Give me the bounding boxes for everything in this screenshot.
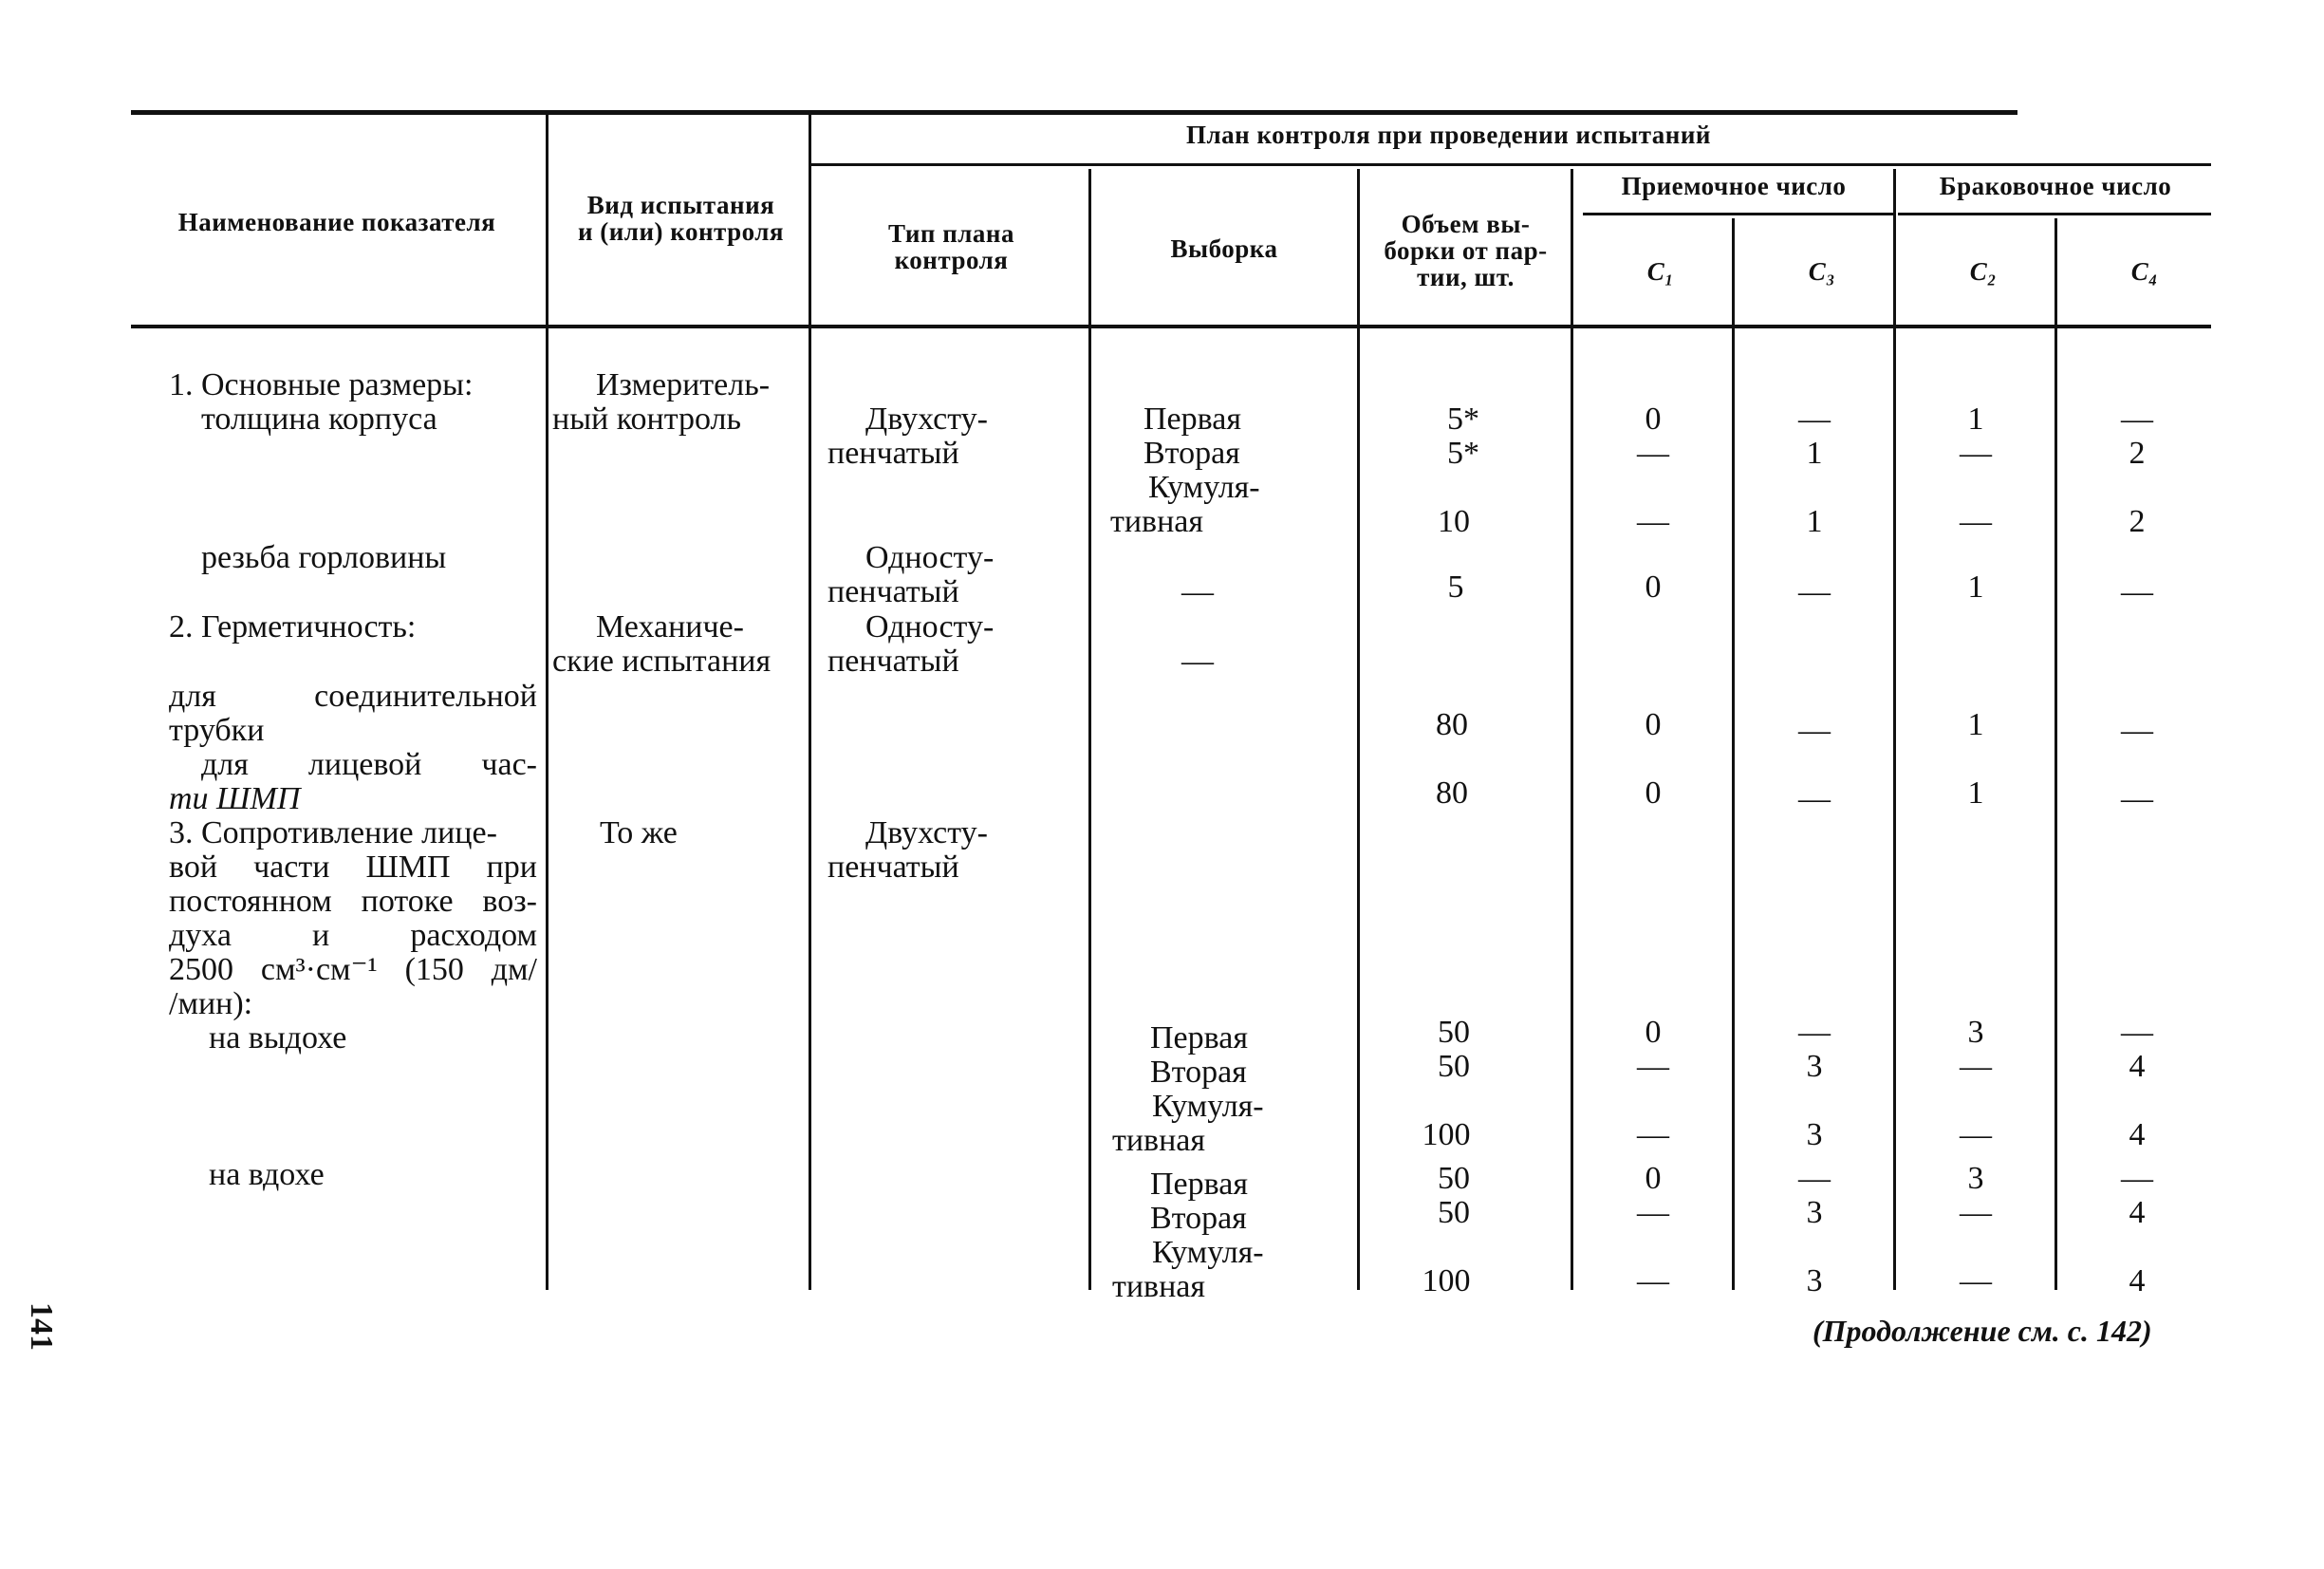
row3-test-b: ские испытания [552, 644, 772, 679]
col-divider-2 [809, 115, 811, 1290]
row3-type-a: Односту- [865, 609, 995, 644]
row8-c4-cum: 4 [2129, 1263, 2146, 1298]
row1-c4-second: 2 [2129, 436, 2146, 471]
row4-c3: — [1798, 713, 1831, 748]
row1-volume-first: 5* [1447, 402, 1479, 437]
header-c2: C₂ [1969, 257, 1998, 286]
row2-c4: — [2121, 574, 2153, 609]
header-volume-line3: тии, шт. [1417, 263, 1515, 291]
header-c3: C₃ [1808, 257, 1836, 286]
row8-c2-cum: — [1960, 1263, 1992, 1298]
row8-sample-cum-a: Кумуля- [1152, 1235, 1264, 1270]
row1-c2-cum: — [1960, 504, 1992, 539]
row8-c2-second: — [1960, 1195, 1992, 1230]
col-divider-7 [1893, 169, 1896, 1290]
col-divider-8 [2054, 218, 2057, 1290]
row2-sample-dash: — [1181, 574, 1214, 609]
row5-name-b: ти ШМП [169, 781, 301, 816]
row7-sample-first: Первая [1150, 1020, 1248, 1055]
row1-c1-first: 0 [1645, 402, 1662, 437]
row3-test-a: Механиче- [596, 609, 744, 644]
row5-volume: 80 [1436, 775, 1468, 811]
header-bottom-rule [131, 325, 2211, 328]
row5-c1: 0 [1645, 775, 1662, 811]
table-top-rule [131, 110, 2017, 115]
row1-c3-cum: 1 [1806, 504, 1823, 539]
row6-name-4: духа и расходом [169, 918, 537, 953]
row7-volume-first: 50 [1438, 1015, 1470, 1050]
accept-subrule [1583, 213, 1896, 215]
row5-c2: 1 [1967, 775, 1984, 811]
row1-test-a: Измеритель- [596, 367, 771, 402]
row4-volume: 80 [1436, 707, 1468, 742]
row6-type-b: пенчатый [827, 850, 959, 885]
row2-c2: 1 [1967, 570, 1984, 605]
col-divider-3 [1088, 169, 1091, 1290]
row7-c2-first: 3 [1967, 1015, 1984, 1050]
header-accept-group: Приемочное число [1621, 172, 1847, 200]
row1-type-a: Двухсту- [865, 402, 988, 437]
row1-sample-cum-a: Кумуля- [1148, 470, 1260, 505]
row4-name-a: для соединительной [169, 679, 537, 714]
header-c4: C₄ [2130, 257, 2159, 286]
row7-name: на выдохе [209, 1020, 347, 1055]
header-volume-line1: Объем вы- [1401, 210, 1531, 238]
reject-subrule [1898, 213, 2211, 215]
row7-c2-second: — [1960, 1049, 1992, 1084]
row1-c3-first: — [1798, 402, 1831, 437]
row8-c4-second: 4 [2129, 1195, 2146, 1230]
row1-c3-second: 1 [1806, 436, 1823, 471]
row6-type-a: Двухсту- [865, 815, 988, 850]
row7-sample-cum-a: Кумуля- [1152, 1089, 1264, 1124]
row5-name-a: для лицевой час- [201, 747, 537, 782]
row1-c1-cum: — [1637, 504, 1669, 539]
row8-sample-first: Первая [1150, 1167, 1248, 1202]
row7-volume-second: 50 [1438, 1049, 1470, 1084]
row5-c4: — [2121, 781, 2153, 816]
row4-c2: 1 [1967, 707, 1984, 742]
col-divider-6 [1732, 218, 1735, 1290]
row8-c4-first: — [2121, 1161, 2153, 1196]
header-sample: Выборка [1170, 234, 1278, 263]
row8-sample-cum-b: тивная [1112, 1269, 1206, 1304]
row2-type-a: Односту- [865, 540, 995, 575]
row8-volume-cum: 100 [1422, 1263, 1471, 1298]
row1-sample-first: Первая [1143, 402, 1241, 437]
row6-name-5: 2500 см³·см⁻¹ (150 дм/ [169, 952, 537, 987]
row4-c4: — [2121, 713, 2153, 748]
row8-c1-first: 0 [1645, 1161, 1662, 1196]
row2-volume: 5 [1447, 570, 1464, 605]
row1-c1-second: — [1637, 436, 1669, 471]
row2-c3: — [1798, 574, 1831, 609]
row1-volume-second: 5* [1447, 436, 1479, 471]
row1-name-b: толщина корпуса [201, 402, 437, 437]
row7-sample-second: Вторая [1150, 1055, 1247, 1090]
row7-c4-first: — [2121, 1015, 2153, 1050]
page-number: 141 [24, 1302, 59, 1351]
row6-name-3: постоянном потоке воз- [169, 884, 537, 919]
header-plan-type [816, 220, 1087, 273]
row6-test: То же [600, 815, 678, 850]
row8-c2-first: 3 [1967, 1161, 1984, 1196]
row1-sample-second: Вторая [1143, 436, 1240, 471]
row6-name-2: вой части ШМП при [169, 850, 537, 885]
row1-c4-first: — [2121, 402, 2153, 437]
row8-c3-second: 3 [1806, 1195, 1823, 1230]
row2-c1: 0 [1645, 570, 1662, 605]
row7-c3-first: — [1798, 1015, 1831, 1050]
row1-c2-second: — [1960, 436, 1992, 471]
row8-c1-second: — [1637, 1195, 1669, 1230]
col-divider-1 [546, 115, 548, 1290]
row6-name-1: 3. Сопротивление лице- [169, 815, 497, 850]
col-divider-5 [1571, 169, 1573, 1290]
row1-type-b: пенчатый [827, 436, 959, 471]
row3-sample-dash: — [1181, 644, 1214, 679]
header-test-type [555, 192, 807, 245]
row7-sample-cum-b: тивная [1112, 1123, 1206, 1158]
col-divider-4 [1357, 169, 1360, 1290]
header-test-type-line1: Вид испытания [586, 191, 775, 219]
row1-sample-cum-b: тивная [1110, 504, 1204, 539]
header-c1: C₁ [1646, 257, 1675, 286]
row7-c3-cum: 3 [1806, 1117, 1823, 1152]
row6-name-6: /мин): [169, 986, 253, 1021]
plan-header-rule [811, 163, 2211, 166]
row1-test-b: ный контроль [552, 402, 742, 437]
header-volume [1364, 211, 1568, 290]
row8-c3-cum: 3 [1806, 1263, 1823, 1298]
row4-name-b: трубки [169, 713, 265, 748]
row7-c4-second: 4 [2129, 1049, 2146, 1084]
continuation-note: (Продолжение см. с. 142) [1813, 1314, 2152, 1348]
row7-c4-cum: 4 [2129, 1117, 2146, 1152]
header-volume-line2: борки от пар- [1384, 236, 1548, 265]
row1-c2-first: 1 [1967, 402, 1984, 437]
row1-c4-cum: 2 [2129, 504, 2146, 539]
row3-type-b: пенчатый [827, 644, 959, 679]
row1-volume-cum: 10 [1438, 504, 1470, 539]
row8-volume-first: 50 [1438, 1161, 1470, 1196]
row2-type-b: пенчатый [827, 574, 959, 609]
row7-c1-cum: — [1637, 1117, 1669, 1152]
row8-sample-second: Вторая [1150, 1201, 1247, 1236]
row5-c3: — [1798, 781, 1831, 816]
row3-name: 2. Герметичность: [169, 609, 417, 644]
row7-volume-cum: 100 [1422, 1117, 1471, 1152]
row8-c1-cum: — [1637, 1263, 1669, 1298]
header-reject-group: Браковочное число [1939, 172, 2172, 200]
row2-name: резьба горловины [201, 540, 447, 575]
row8-name: на вдохе [209, 1157, 325, 1192]
header-test-type-line2: и (или) контроля [577, 217, 785, 246]
row8-c3-first: — [1798, 1161, 1831, 1196]
row7-c2-cum: — [1960, 1117, 1992, 1152]
row7-c1-second: — [1637, 1049, 1669, 1084]
header-name-column: Наименование показателя [177, 208, 496, 236]
row7-c1-first: 0 [1645, 1015, 1662, 1050]
row8-volume-second: 50 [1438, 1195, 1470, 1230]
header-plan-type-line2: контроля [894, 246, 1009, 274]
row7-c3-second: 3 [1806, 1049, 1823, 1084]
header-plan-title: План контроля при проведении испытаний [1186, 121, 1711, 149]
row1-name-a: 1. Основные размеры: [169, 367, 474, 402]
row4-c1: 0 [1645, 707, 1662, 742]
header-plan-type-line1: Тип плана [888, 219, 1014, 248]
